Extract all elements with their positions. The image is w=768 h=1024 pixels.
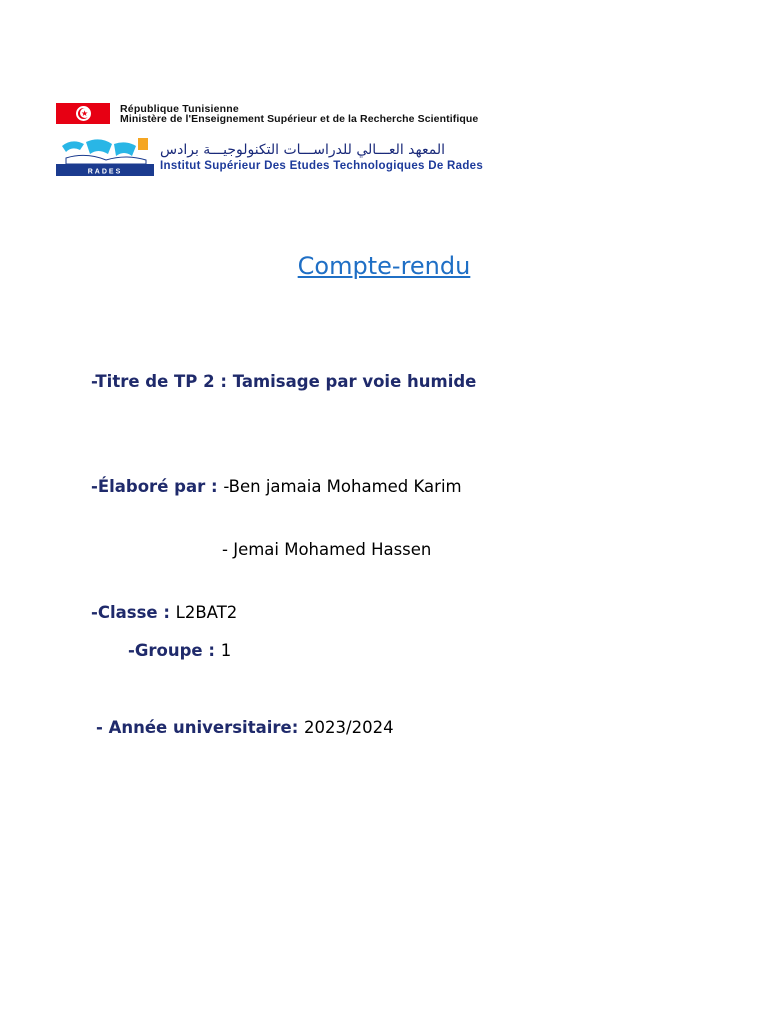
republic-label: République Tunisienne xyxy=(120,103,239,115)
page-title: Compte-rendu xyxy=(297,252,471,280)
institute-french-name: Institut Supérieur Des Etudes Technologiques De Rades xyxy=(160,160,484,172)
iset-rades-logo-icon xyxy=(56,136,154,176)
tp-title: -Titre de TP 2 : Tamisage par voie humide xyxy=(91,372,477,391)
author-1: -Ben jamaia Mohamed Karim xyxy=(223,477,462,496)
classe-label: -Classe : xyxy=(91,603,176,622)
ministry-label: Ministère de l'Enseignement Supérieur et de la Recherche Scientifique xyxy=(120,113,479,125)
author-2: - Jemai Mohamed Hassen xyxy=(222,540,432,559)
authors-label: -Élaboré par : xyxy=(91,477,224,496)
institute-arabic-name: المعهد العـــالي للدراســـات التكنولوجيـــة برادس xyxy=(160,142,445,158)
groupe-value: 1 xyxy=(220,641,232,660)
authors-row xyxy=(91,477,462,496)
logo-text: RADES xyxy=(87,168,123,176)
annee-row xyxy=(96,718,394,737)
groupe-label: -Groupe : xyxy=(128,641,221,660)
classe-value: L2BAT2 xyxy=(175,603,238,622)
tunisia-flag-icon: ★ xyxy=(56,103,110,124)
classe-row xyxy=(91,603,237,622)
groupe-row xyxy=(128,641,231,660)
annee-label: - Année universitaire: xyxy=(96,718,305,737)
ministry-header xyxy=(120,104,478,125)
annee-value: 2023/2024 xyxy=(304,718,394,737)
